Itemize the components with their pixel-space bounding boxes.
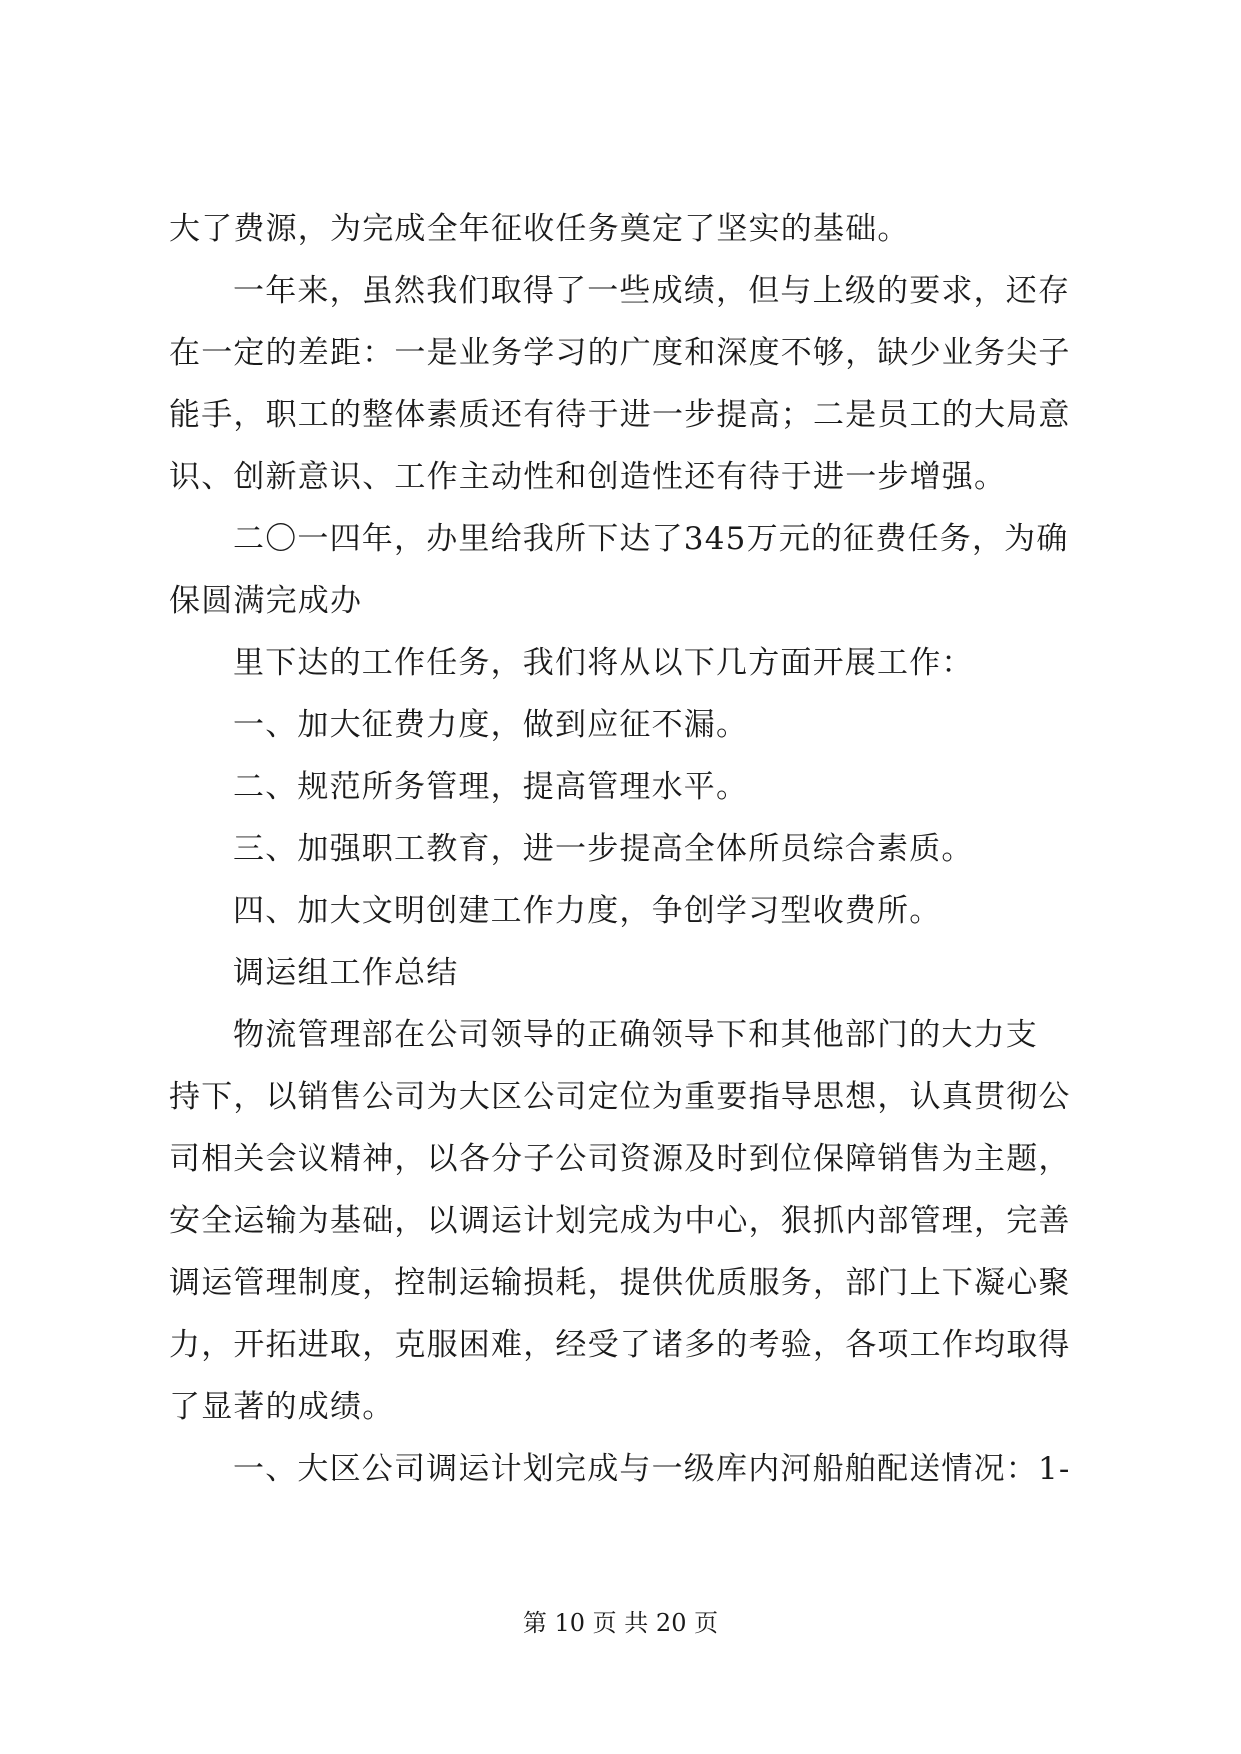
page-number-footer: 第 10 页 共 20 页 [522, 1609, 719, 1637]
text-line: 一、大区公司调运计划完成与一级库内河船舶配送情况：1- [233, 1451, 1071, 1487]
text-line: 里下达的工作任务，我们将从以下几方面开展工作： [233, 645, 974, 681]
text-line: 一年来，虽然我们取得了一些成绩，但与上级的要求，还存 [233, 273, 1071, 309]
list-item: 四、加大文明创建工作力度，争创学习型收费所。 [233, 893, 942, 929]
text-line: 持下，以销售公司为大区公司定位为重要指导思想，认真贯彻公 [169, 1079, 1071, 1115]
text-line: 二〇一四年，办里给我所下达了345万元的征费任务，为确 [233, 521, 1069, 557]
text-line: 保圆满完成办 [169, 583, 363, 619]
text-line: 安全运输为基础，以调运计划完成为中心，狠抓内部管理，完善 [169, 1203, 1071, 1239]
section-heading: 调运组工作总结 [233, 955, 459, 991]
text-line: 识、创新意识、工作主动性和创造性还有待于进一步增强。 [169, 459, 1007, 495]
text-line: 在一定的差距：一是业务学习的广度和深度不够，缺少业务尖子 [169, 335, 1071, 371]
text-line: 能手，职工的整体素质还有待于进一步提高；二是员工的大局意 [169, 397, 1071, 433]
text-line: 力，开拓进取，克服困难，经受了诸多的考验，各项工作均取得 [169, 1327, 1071, 1363]
body-text [169, 198, 1089, 1500]
text-line: 司相关会议精神，以各分子公司资源及时到位保障销售为主题， [169, 1141, 1071, 1177]
text-line: 物流管理部在公司领导的正确领导下和其他部门的大力支 [233, 1017, 1038, 1053]
list-item: 一、加大征费力度，做到应征不漏。 [233, 707, 749, 743]
text-line: 了显著的成绩。 [169, 1389, 395, 1425]
text-line: 大了费源，为完成全年征收任务奠定了坚实的基础。 [169, 211, 910, 247]
list-item: 二、规范所务管理，提高管理水平。 [233, 769, 749, 805]
text-line: 调运管理制度，控制运输损耗，提供优质服务，部门上下凝心聚 [169, 1265, 1071, 1301]
list-item: 三、加强职工教育，进一步提高全体所员综合素质。 [233, 831, 974, 867]
